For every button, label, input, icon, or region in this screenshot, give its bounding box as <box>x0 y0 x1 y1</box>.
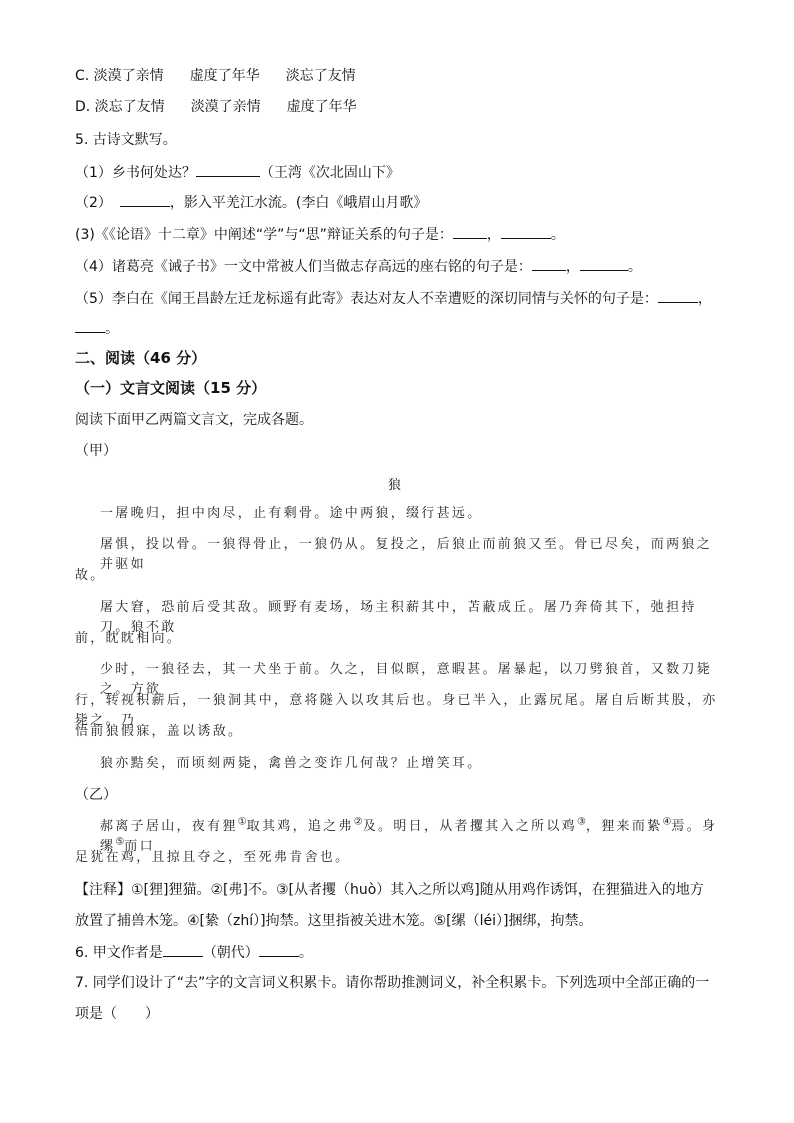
q5-title: 5. 古诗文默写。 <box>75 132 177 148</box>
passage-paragraph: 屠惧，投以骨。一狼得骨止，一狼仍从。复投之，后狼止而前狼又至。骨已尽矣，而两狼之并驱如 <box>100 537 713 572</box>
option-c <box>75 66 356 86</box>
answer-blank[interactable] <box>501 224 551 239</box>
answer-blank[interactable] <box>658 288 698 303</box>
q5-item-2-text: （2） <box>75 195 112 211</box>
passage-yi-text: 而口 <box>124 839 155 854</box>
question-6-text: 6. 甲文作者是 <box>75 945 163 961</box>
note-marker: ② <box>353 816 363 828</box>
answer-blank[interactable] <box>163 942 203 957</box>
option-d-phrase-2: 淡漠了亲情 <box>190 99 261 115</box>
passage-paragraph: 一屠晚归，担中肉尽，止有剩骨。途中两狼，缀行甚远。 <box>100 506 483 521</box>
option-c-phrase-2: 虚度了年华 <box>189 68 260 84</box>
q5-item-1 <box>75 162 400 183</box>
passage-yi-paragraph-cont: 足犹在鸡，且掠且夺之，至死弗肯舍也。 <box>75 850 351 865</box>
q5-item-3-end: 。 <box>550 227 565 243</box>
q5-item-4-sep: ， <box>565 259 580 275</box>
option-c-phrase-3: 淡忘了友情 <box>285 68 356 84</box>
passage-paragraph: 少时，一狼径去，其一犬坐于前。久之，目似瞑，意暇甚。屠暴起，以刀劈狼首，又数刀毙之。方欲 <box>100 662 713 697</box>
passage-paragraph-cont: 行，转视积薪后，一狼洞其中，意将隧入以攻其后也。身已半入，止露尻尾。屠自后断其股，亦毙之。乃 <box>75 693 718 728</box>
q5-item-4 <box>75 256 642 277</box>
passage-paragraph: 屠大窘，恐前后受其敌。顾野有麦场，场主积薪其中，苫蔽成丘。屠乃奔倚其下，弛担持刀。狼不敢 <box>100 600 697 635</box>
option-c-label: C. 淡漠了亲情 <box>75 68 164 84</box>
option-d-phrase-3: 虚度了年华 <box>286 99 357 115</box>
question-7-line-2: 项是（ ） <box>75 1006 159 1022</box>
note-marker: ① <box>237 816 247 828</box>
q5-item-5-cont <box>75 318 119 339</box>
q5-item-2 <box>75 192 427 213</box>
answer-blank[interactable] <box>75 318 105 333</box>
answer-blank[interactable] <box>259 942 299 957</box>
reading-intro: 阅读下面甲乙两篇文言文，完成各题。 <box>75 412 313 428</box>
q5-item-1-text: （1）乡书何处达？ <box>75 165 196 181</box>
question-7-line-1: 7. 同学们设计了“去”字的文言词义积累卡。请你帮助推测词义，补全积累卡。下列选项中全部正确的一 <box>75 975 710 991</box>
passage-paragraph-cont: 前，眈眈相向。 <box>75 631 183 646</box>
passage-yi-text: ，狸来而絷 <box>585 819 663 834</box>
q5-item-2-source: ，影入平羌江水流。(李白《峨眉山月歌》 <box>169 195 428 211</box>
question-6-end: 。 <box>298 945 313 961</box>
q5-item-5-text: （5）李白在《闻王昌龄左迁龙标遥有此寄》表达对友人不幸遭贬的深切同情与关怀的句子是： <box>75 291 658 307</box>
passage-paragraph-cont: 悟前狼假寐，盖以诱敌。 <box>75 724 244 739</box>
section-2-title: 二、阅读（46 分） <box>75 349 207 367</box>
answer-blank[interactable] <box>532 256 566 271</box>
note-marker: ④ <box>662 816 672 828</box>
q5-item-3-sep: ， <box>486 227 501 243</box>
passage-yi-text: 及。明日，从者攫其入之所以鸡 <box>362 819 577 834</box>
q5-item-3 <box>75 224 565 245</box>
passage-yi-text: 焉。身缧 <box>100 819 718 854</box>
q5-item-1-source: （王湾《次北固山下》 <box>259 165 400 181</box>
q5-item-3-text: (3)《《论语》十二章》中阐述“学”与“思”辩证关系的句子是： <box>75 227 453 243</box>
passage-paragraph: 狼亦黠矣，而顷刻两毙，禽兽之变诈几何哉？止增笑耳。 <box>100 756 483 771</box>
option-d <box>75 97 357 117</box>
answer-blank[interactable] <box>120 192 170 207</box>
passage-jia-label: （甲） <box>75 443 117 459</box>
passage-yi-text: 取其鸡，追之弗 <box>246 819 354 834</box>
q5-item-4-end: 。 <box>627 259 642 275</box>
q5-item-4-text: （4）诸葛亮《诫子书》一文中常被人们当做志存高远的座右铭的句子是： <box>75 259 532 275</box>
note-marker: ③ <box>576 816 586 828</box>
section-2-subtitle: （一）文言文阅读（15 分） <box>75 379 267 397</box>
option-d-label: D. 淡忘了友情 <box>75 99 165 115</box>
passage-yi-text: 郝离子居山，夜有狸 <box>100 819 238 834</box>
passage-title: 狼 <box>388 478 402 493</box>
answer-blank[interactable] <box>196 162 260 177</box>
annotation-line-2: 放置了捕兽木笼。④[絷（zhí）]拘禁。这里指被关进木笼。⑤[缧（léi）]捆绑，拘禁。 <box>75 913 593 929</box>
passage-yi-label: （乙） <box>75 787 117 803</box>
q5-item-5-end: 。 <box>105 321 119 337</box>
note-marker: ⑤ <box>115 836 125 848</box>
answer-blank[interactable] <box>453 224 487 239</box>
question-6-dynasty: （朝代） <box>202 945 259 961</box>
question-6 <box>75 942 313 963</box>
q5-item-5-sep: ， <box>697 291 712 307</box>
annotation-line-1: 【注释】①[狸]狸猫。②[弗]不。③[从者攫（huò）其入之所以鸡]随从用鸡作诱饵，在狸猫进入的地方 <box>75 882 704 898</box>
passage-paragraph-cont: 故。 <box>75 568 106 583</box>
q5-item-5 <box>75 288 712 309</box>
answer-blank[interactable] <box>580 256 628 271</box>
